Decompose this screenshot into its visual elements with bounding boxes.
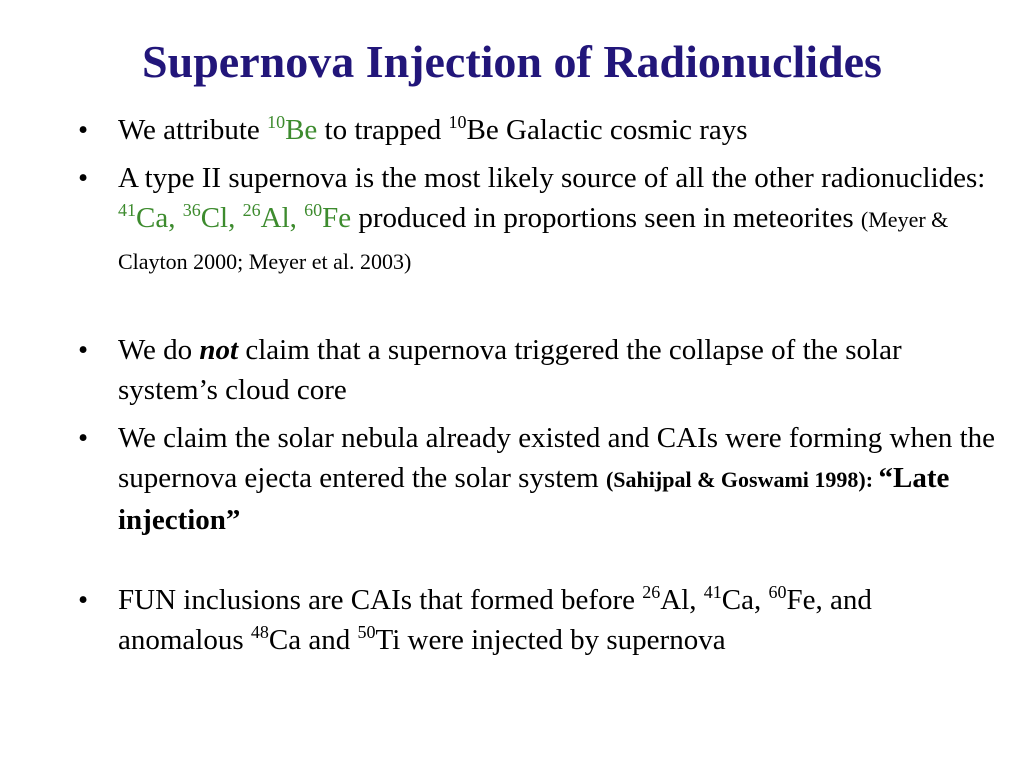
bullet-text: Ti were injected by supernova: [375, 624, 726, 656]
bullet-text: Ca and: [268, 624, 358, 656]
isotope-element: Cl,: [200, 202, 243, 234]
isotope-mass-number: 41: [118, 200, 136, 220]
bullet-text: claim that a supernova triggered the collapse of the solar system’s cloud core: [118, 334, 902, 406]
bullet-text: We do: [118, 334, 200, 366]
slide-title: Supernova Injection of Radionuclides: [142, 36, 882, 87]
bullet-text: Fe, and anomalous: [118, 584, 872, 656]
isotope-mass-number: 10: [267, 112, 286, 132]
isotope-mass-number: 60: [768, 582, 787, 602]
isotope-element: Al,: [260, 202, 305, 234]
bullet-item: [78, 418, 998, 540]
bullet-text: A type II supernova is the most likely source of all the other radionuclides:: [118, 162, 986, 194]
bullet-text: We claim the solar nebula already existed and CAIs were forming when the supernova ejecta entered the solar system: [118, 422, 996, 494]
bullet-text: produced in proportions seen in meteorites: [351, 202, 861, 234]
bullet-dot-icon: •: [78, 422, 89, 454]
isotope-mass-number: 50: [357, 622, 376, 642]
citation: (Meyer & Clayton 2000; Meyer et al. 2003): [118, 207, 949, 274]
bullet-item: [78, 580, 998, 660]
bullet-text: We attribute: [118, 114, 268, 146]
bullet-dot-icon: •: [78, 334, 89, 366]
isotope-mass-number: 26: [642, 582, 661, 602]
isotope-mass-number: 48: [250, 622, 269, 642]
spacer: [78, 548, 998, 580]
bullet-list: [78, 110, 998, 668]
bullet-text: Be Galactic cosmic rays: [466, 114, 748, 146]
isotope-mass-number: 60: [304, 200, 323, 220]
isotope-mass-number: 26: [242, 200, 261, 220]
isotope-mass-number: 36: [182, 200, 201, 220]
highlight-text: “Late injection”: [118, 462, 950, 536]
bullet-dot-icon: •: [78, 114, 89, 146]
bullet-dot-icon: •: [78, 162, 89, 194]
bullet-text: FUN inclusions are CAIs that formed before: [118, 584, 643, 616]
bullet-item: [78, 158, 998, 282]
bullet-item: [78, 330, 998, 410]
isotope-element: Fe: [322, 202, 352, 234]
bullet-item: [78, 110, 998, 150]
citation: (Sahijpal & Goswami 1998):: [605, 467, 879, 492]
isotope-element: Be: [285, 114, 318, 146]
isotope-element: Ca,: [136, 202, 183, 234]
bullet-text: to trapped: [317, 114, 449, 146]
isotope-mass-number: 10: [448, 112, 467, 132]
spacer: [78, 290, 998, 330]
bullet-text: Ca,: [721, 584, 769, 616]
bullet-dot-icon: •: [78, 584, 89, 616]
bullet-text: Al,: [660, 584, 704, 616]
isotope-mass-number: 41: [703, 582, 722, 602]
emphasis-text: not: [199, 334, 239, 366]
